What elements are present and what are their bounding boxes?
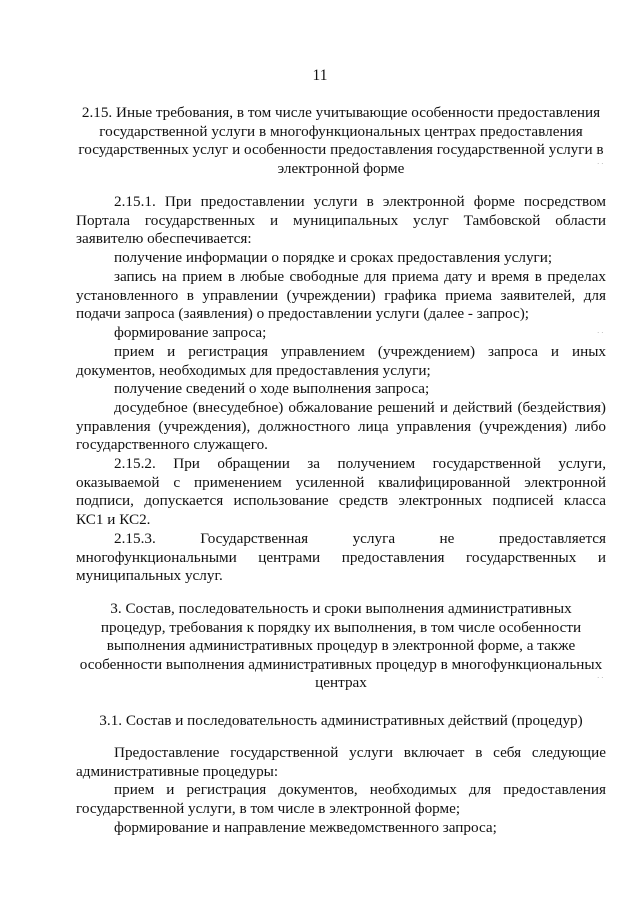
list-item	[76, 249, 606, 268]
heading-line: процедур, требования к порядку их выполнения, в том числе особенности	[100, 618, 582, 636]
list-item	[76, 781, 606, 818]
text-line: получение информации о порядке и сроках предоставления услуги;	[114, 249, 553, 266]
paragraph-2-15-3	[76, 530, 606, 586]
section-2-15-heading	[76, 104, 606, 178]
heading-line: государственных услуг и особенности предоставления государственной услуги в	[78, 141, 604, 159]
section-3-1-heading	[76, 712, 606, 731]
list-item	[76, 268, 606, 324]
text-line: прием и регистрация документов, необходимых для предоставления	[114, 781, 606, 798]
paragraph-2-15-1	[76, 193, 606, 249]
text-line: Портала государственных и муниципальных услуг Тамбовской области	[76, 211, 606, 229]
text-line: государственной услуги, в том числе в электронной форме;	[76, 799, 461, 817]
text-line: установленного в управлении (учреждении) графика приема заявителей, для	[76, 286, 606, 304]
list-item	[76, 343, 606, 380]
list-item	[76, 380, 606, 399]
page-number: 11	[312, 67, 328, 84]
scan-speck: · ·	[597, 160, 604, 168]
text-line: формирование и направление межведомственного запроса;	[114, 819, 497, 836]
heading-line: государственной услуги в многофункциональных центрах предоставления	[99, 122, 583, 140]
text-line: заявителю обеспечивается:	[76, 230, 252, 248]
text-line: запись на прием в любые свободные для приема дату и время в пределах	[114, 268, 606, 285]
text-line: досудебное (внесудебное) обжалование решений и действий (бездействия)	[114, 399, 606, 416]
heading-line: выполнения административных процедур в электронной форме, а также	[106, 637, 576, 655]
text-line: Предоставление государственной услуги включает в себя следующие	[114, 744, 606, 761]
text-line: государственного служащего.	[76, 436, 268, 454]
scan-speck: · ·	[597, 674, 604, 682]
text-line: прием и регистрация управлением (учреждением) запроса и иных	[114, 343, 606, 360]
heading-line: 2.15. Иные требования, в том числе учитывающие особенности предоставления	[81, 104, 601, 121]
heading-line: 3. Состав, последовательность и сроки выполнения административных	[110, 600, 572, 617]
text-line: КС1 и КС2.	[76, 510, 151, 528]
text-line: 2.15.2. При обращении за получением государственной услуги,	[114, 455, 606, 472]
paragraph-2-15-2	[76, 455, 606, 529]
text-line: многофункциональными центрами предоставления государственных и	[76, 548, 606, 566]
text-line: 2.15.3. Государственная услуга не предоставляется	[114, 530, 606, 547]
section-3-intro	[76, 744, 606, 781]
heading-line: центрах	[315, 674, 367, 692]
text-line: документов, необходимых для предоставления услуги;	[76, 361, 431, 379]
heading-line: электронной форме	[277, 159, 405, 177]
text-line: муниципальных услуг.	[76, 567, 223, 585]
text-line: административные процедуры:	[76, 762, 279, 780]
list-item	[76, 399, 606, 455]
text-line: оказываемой с применением усиленной квалифицированной электронной	[76, 473, 606, 491]
heading-line: 3.1. Состав и последовательность административных действий (процедур)	[99, 712, 583, 729]
text-line: формирование запроса;	[114, 324, 267, 341]
scan-speck: · ·	[597, 329, 604, 337]
list-item	[76, 324, 606, 343]
text-line: управления (учреждения), должностного лица управления (учреждения) либо	[76, 417, 606, 435]
section-3-heading	[76, 600, 606, 693]
list-item	[76, 819, 606, 838]
text-line: 2.15.1. При предоставлении услуги в электронной форме посредством	[114, 193, 606, 210]
text-line: подачи запроса (заявления) о предоставлении услуги (далее - запрос);	[76, 305, 529, 323]
heading-line: особенности выполнения административных процедур в многофункциональных	[79, 655, 603, 673]
text-line: подписи, допускается использование средств электронных подписей класса	[76, 492, 606, 510]
text-line: получение сведений о ходе выполнения запроса;	[114, 380, 430, 397]
